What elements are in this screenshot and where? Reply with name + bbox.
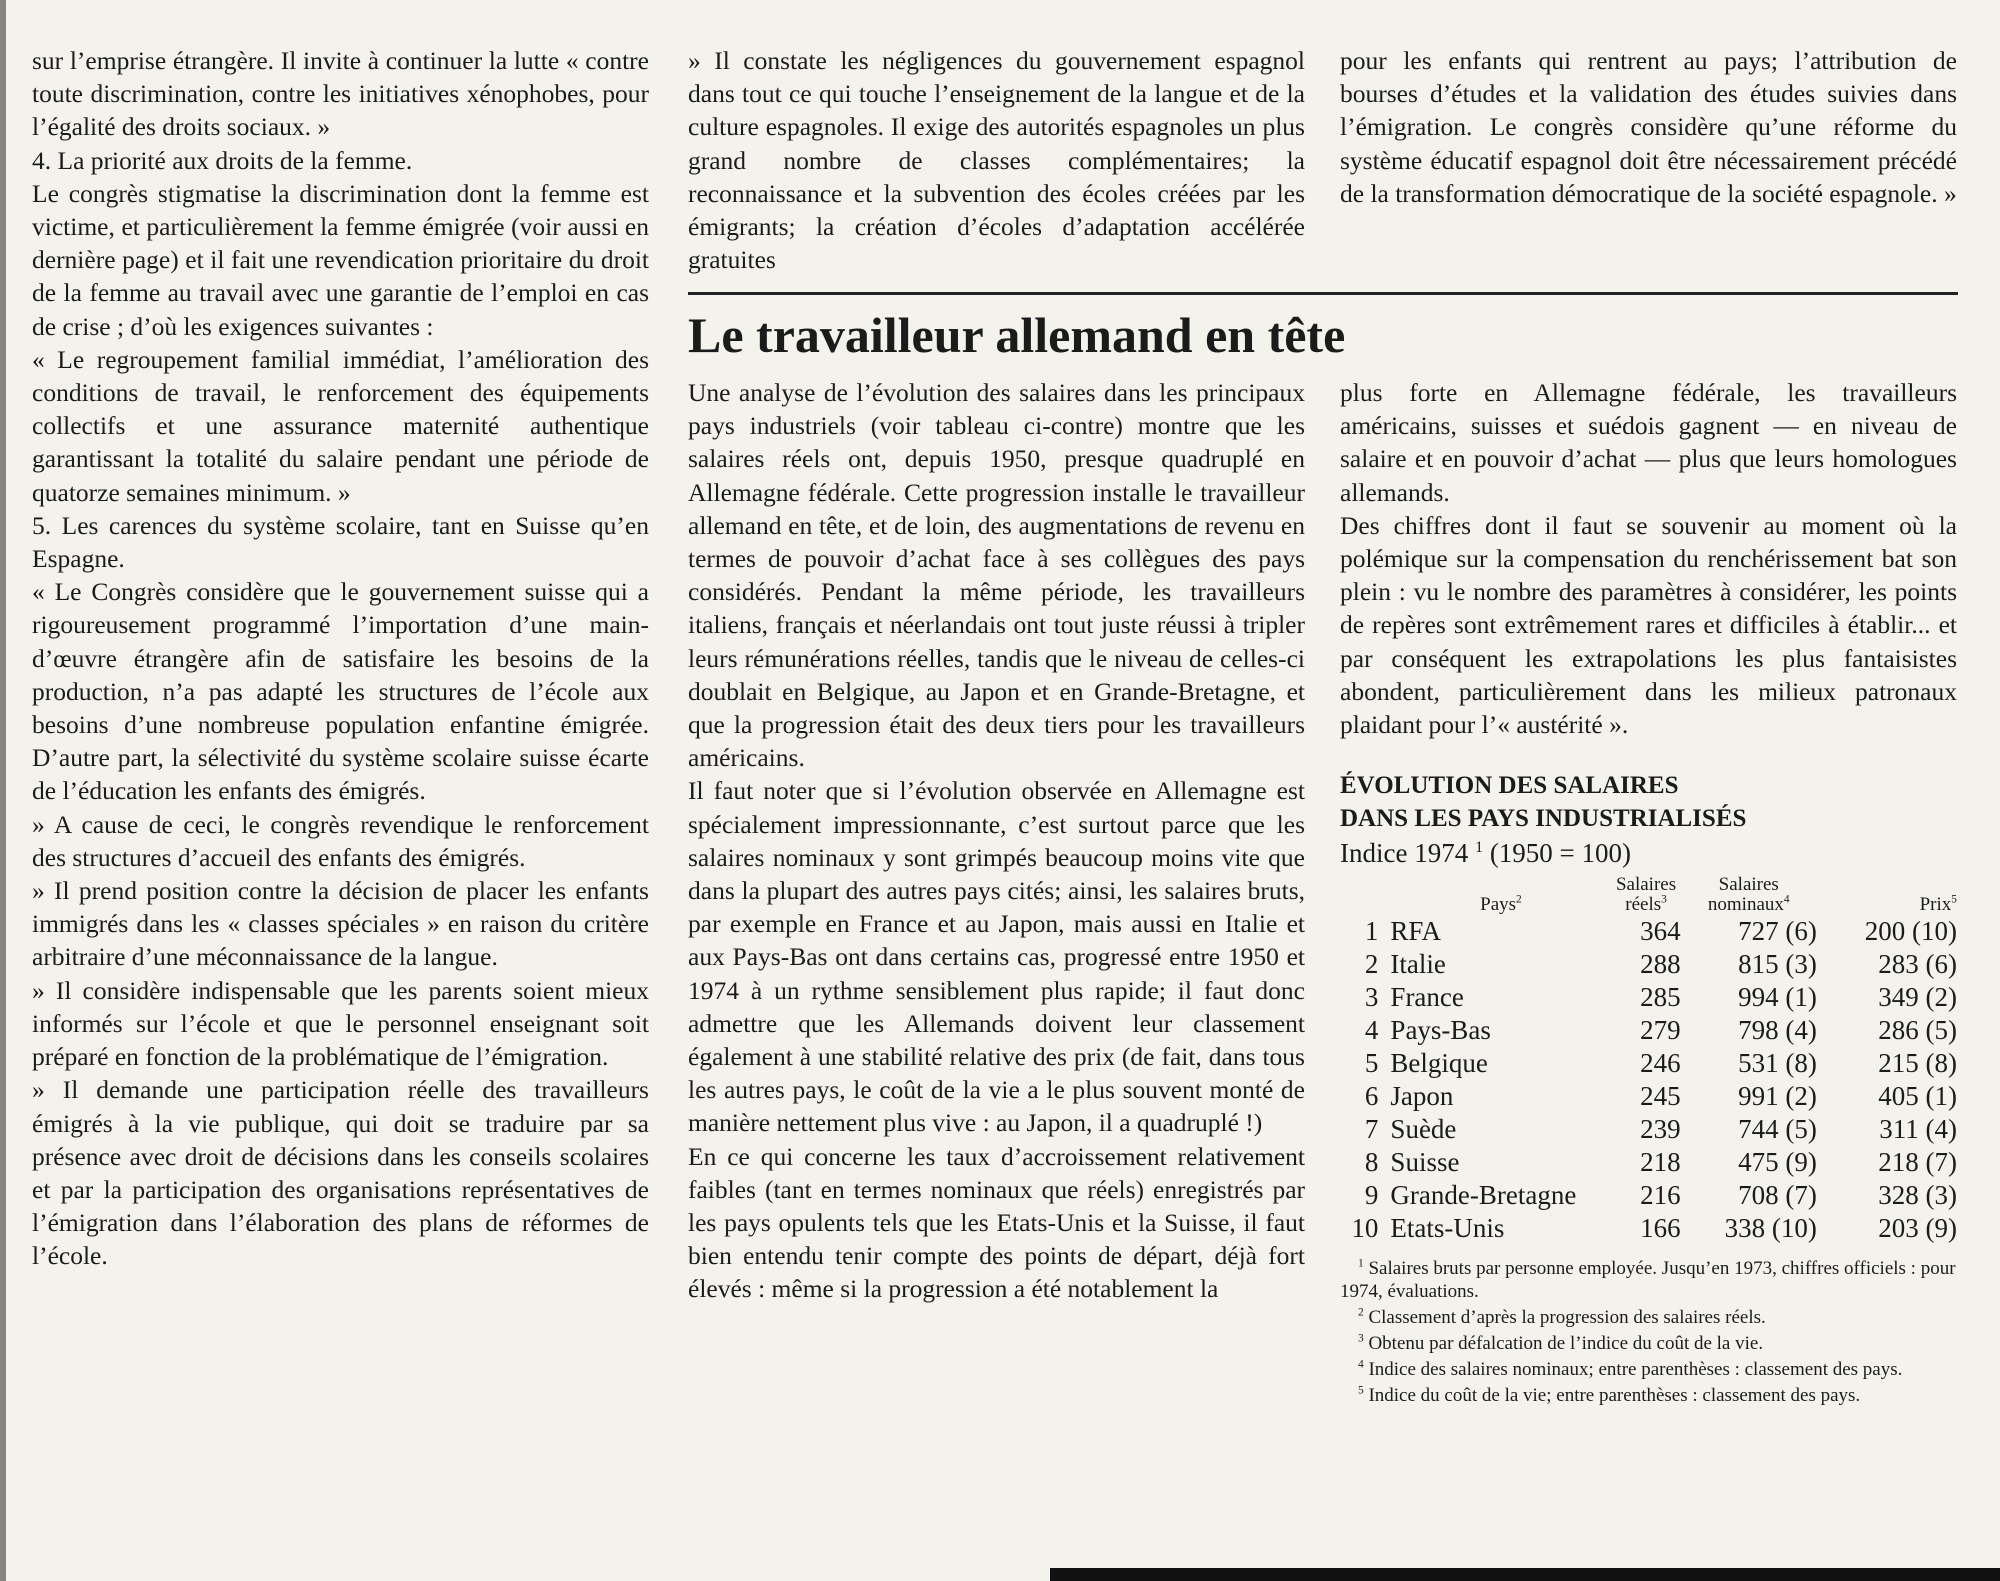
header-nominal-line: nominaux <box>1707 894 1784 916</box>
table-row <box>1340 915 1957 948</box>
header-real <box>1611 875 1680 915</box>
column-3 <box>1340 376 1957 1410</box>
cell-prices: 349 (2) <box>1878 982 1957 1013</box>
cell-nominal-wages: 994 (1) <box>1738 982 1817 1013</box>
cell-nominal-wages: 744 (5) <box>1738 1114 1817 1145</box>
footnote-ref: 1 <box>1474 838 1484 857</box>
footnote <box>1340 1332 1957 1355</box>
footnote <box>1340 1384 1957 1407</box>
cell-real-wages: 246 <box>1640 1048 1681 1079</box>
cell-country: Pays-Bas <box>1390 1015 1491 1046</box>
table-row <box>1340 1212 1957 1245</box>
cell-nominal-wages: 815 (3) <box>1738 949 1817 980</box>
cell-rank: 10 <box>1351 1213 1379 1244</box>
cell-nominal-wages: 991 (2) <box>1738 1081 1817 1112</box>
page-bottom-shadow <box>1050 1568 2000 1581</box>
article-headline: Le travailleur allemand en tête <box>688 307 1346 363</box>
col1-paragraph: » A cause de ceci, le congrès revendique le renforcement des structures d’accueil des enfants des émigrés. <box>32 809 649 872</box>
cell-country: RFA <box>1390 916 1441 947</box>
table-title <box>1340 769 1957 835</box>
footnote-ref: 5 <box>1951 893 1957 906</box>
footnote-number: 1 <box>1358 1257 1364 1270</box>
cell-nominal-wages: 727 (6) <box>1738 916 1817 947</box>
cell-real-wages: 245 <box>1640 1081 1681 1112</box>
cell-real-wages: 288 <box>1640 949 1681 980</box>
header-real-line: réels <box>1625 894 1662 916</box>
footnote-number: 4 <box>1358 1358 1364 1371</box>
cell-country: Suède <box>1390 1114 1457 1145</box>
footnote <box>1340 1306 1957 1329</box>
cell-country: Suisse <box>1390 1147 1460 1178</box>
col1-paragraph: sur l’emprise étrangère. Il invite à continuer la lutte « contre toute discrimination, contre les initiatives xénophobes, pour l’égalité des droits sociaux. » <box>32 46 649 142</box>
col1-paragraph: 5. Les carences du système scolaire, tant en Suisse qu’en Espagne. <box>32 510 649 574</box>
col2-paragraph: Une analyse de l’évolution des salaires dans les principaux pays industriels (voir tableau ci-contre) montre que les salaires réels ont, depuis 1950, presque quadruplé en Allemagne fédérale. Cette progression installe le travailleur allemand en tête, et de loin, des augmentations de revenu en termes de pouvoir d’achat face à ses collègues des pays considérés. Pendant la même période, les travailleurs italiens, français et néerlandais ont tout juste réussi à tripler leurs rémunérations réelles, tandis que le niveau de celles-ci doublait en Belgique, au Japon et en Grande-Bretagne, et que la progression était des deux tiers pour les travailleurs américains. <box>688 378 1305 773</box>
cell-country: Grande-Bretagne <box>1390 1180 1577 1211</box>
footnote-number: 5 <box>1358 1384 1364 1397</box>
table-row <box>1340 981 1957 1014</box>
col1-paragraph: 4. La priorité aux droits de la femme. <box>32 145 413 175</box>
table-title-line: DANS LES PAYS INDUSTRIALISÉS <box>1340 805 1747 833</box>
table-row <box>1340 1179 1957 1212</box>
header-nominal <box>1681 875 1817 915</box>
cell-rank: 5 <box>1364 1048 1379 1079</box>
header-nominal-line: Salaires <box>1718 874 1779 896</box>
cell-prices: 283 (6) <box>1878 949 1957 980</box>
table-row <box>1340 1113 1957 1146</box>
cell-rank: 6 <box>1364 1081 1379 1112</box>
cell-real-wages: 166 <box>1640 1213 1681 1244</box>
footnote <box>1340 1257 1957 1303</box>
col1-paragraph: Le congrès stigmatise la discrimination dont la femme est victime, et particulièrement la femme émigrée (voir aussi en dernière page) et il fait une revendication prioritaire du droit de la femme au travail avec une garantie de l’emploi en cas de crise ; d’où les exigences suivantes : <box>32 178 649 341</box>
cell-rank: 3 <box>1364 982 1379 1013</box>
table-row <box>1340 1014 1957 1047</box>
cell-nominal-wages: 708 (7) <box>1738 1180 1817 1211</box>
footnote-number: 3 <box>1358 1332 1364 1345</box>
col2-paragraph: Il faut noter que si l’évolution observée en Allemagne est spécialement impressionnante, c’est surtout parce que les salaires nominaux y sont grimpés beaucoup moins vite que dans la plupart des autres pays cités; ainsi, les salaires bruts, par exemple en France et au Japon, mais aussi en Italie et aux Pays-Bas ont dans certains cas, progressé entre 1950 et 1974 à un rythme sensiblement plus rapide; il faut donc admettre que les Allemands doivent leur classement également à une stabilité relative des prix (de fait, dans tous les autres pays, le coût de la vie a le plus souvent monté de manière nettement plus vive : au Japon, il a quadruplé !) <box>688 776 1305 1138</box>
col3-paragraph: plus forte en Allemagne fédérale, les travailleurs américains, suisses et suédois gagnent — en niveau de salaire et en pouvoir d’achat — plus que leurs homologues allemands. <box>1340 378 1957 507</box>
footnote-text: Indice des salaires nominaux; entre parenthèses : classement des pays. <box>1368 1359 1903 1381</box>
cell-real-wages: 239 <box>1640 1114 1681 1145</box>
table-subtitle-prefix: Indice 1974 <box>1340 838 1469 869</box>
table-row <box>1340 1146 1957 1179</box>
col2-paragraph: En ce qui concerne les taux d’accroissement relativement faibles (tant en termes nominaux que réels) enregistrés par les pays opulents tels que les Etats-Unis et la Suisse, il faut bien entendu tenir compte des points de départ, déjà fort élevés : même si la progression a été notablement la <box>688 1141 1305 1304</box>
footnote-text: Indice du coût de la vie; entre parenthèses : classement des pays. <box>1368 1385 1861 1407</box>
footnote-ref: 4 <box>1783 893 1790 906</box>
table-title-line: ÉVOLUTION DES SALAIRES <box>1340 772 1679 800</box>
table-header-row <box>1340 875 1957 915</box>
column-3-top <box>1340 44 1957 210</box>
cell-country: Japon <box>1390 1081 1454 1112</box>
header-price <box>1817 875 1957 915</box>
header-country-label: Pays <box>1480 894 1517 916</box>
table-footnotes <box>1340 1257 1957 1407</box>
section-divider <box>688 292 1958 295</box>
cell-nominal-wages: 798 (4) <box>1738 1015 1817 1046</box>
cell-prices: 311 (4) <box>1879 1114 1957 1145</box>
cell-real-wages: 218 <box>1640 1147 1681 1178</box>
cell-rank: 1 <box>1364 916 1379 947</box>
cell-rank: 7 <box>1364 1114 1379 1145</box>
cell-nominal-wages: 475 (9) <box>1738 1147 1817 1178</box>
cell-rank: 9 <box>1364 1180 1379 1211</box>
cell-prices: 405 (1) <box>1878 1081 1957 1112</box>
header-price-label: Prix <box>1919 894 1952 916</box>
cell-rank: 2 <box>1364 949 1379 980</box>
cell-country: Etats-Unis <box>1390 1213 1505 1244</box>
col2-top-paragraph: » Il constate les négligences du gouvernement espagnol dans tout ce qui touche l’enseignement de la langue et de la culture espagnoles. Il exige des autorités espagnoles un plus grand nombre de classes complémentaires; la reconnaissance et la subvention des écoles créées par les émigrants; la création d’écoles d’adaptation accélérée gratuites <box>688 46 1305 275</box>
cell-real-wages: 216 <box>1640 1180 1681 1211</box>
footnote-number: 2 <box>1358 1306 1364 1319</box>
cell-prices: 203 (9) <box>1878 1213 1957 1244</box>
cell-rank: 8 <box>1364 1147 1379 1178</box>
col1-paragraph: « Le regroupement familial immédiat, l’amélioration des conditions de travail, le renforcement des équipements collectifs et une assurance maternité authentique garantissant la totalité du salaire pendant une période de quatorze semaines minimum. » <box>32 344 649 507</box>
cell-prices: 286 (5) <box>1878 1015 1957 1046</box>
wages-table <box>1340 875 1957 1245</box>
table-row <box>1340 948 1957 981</box>
header-country <box>1390 875 1611 915</box>
footnote-ref: 2 <box>1516 893 1522 906</box>
column-2 <box>688 376 1305 1306</box>
col1-paragraph: » Il demande une participation réelle des travailleurs émigrés à la vie publique, qui doit se traduire par sa présence avec droit de décisions dans les conseils scolaires et par la participation des organisations représentatives de l’émigration dans l’élaboration des plans de réformes de l’école. <box>32 1075 649 1271</box>
header-rank <box>1340 875 1390 915</box>
col3-paragraph: Des chiffres dont il faut se souvenir au moment où la polémique sur la compensation du renchérissement bat son plein : vu le nombre des paramètres à considérer, les points de repères sont extrêmement rares et difficiles à établir... et par conséquent les extrapolations les plus fantaisistes abondent, particulièrement dans les milieux patronaux plaidant pour l’« austérité ». <box>1340 510 1957 740</box>
table-row <box>1340 1047 1957 1080</box>
table-subtitle-suffix: (1950 = 100) <box>1489 838 1632 869</box>
cell-prices: 328 (3) <box>1878 1180 1957 1211</box>
cell-real-wages: 364 <box>1640 916 1681 947</box>
cell-prices: 215 (8) <box>1878 1048 1957 1079</box>
table-subtitle <box>1340 835 1957 871</box>
footnote-text: Obtenu par défalcation de l’indice du coût de la vie. <box>1368 1333 1764 1355</box>
col1-paragraph: » Il prend position contre la décision de placer les enfants immigrés dans les « classes spéciales » en raison du critère arbitraire d’une méconnaissance de la langue. <box>32 876 649 972</box>
footnote-text: Salaires bruts par personne employée. Jusqu’en 1973, chiffres officiels : pour 1974, évaluations. <box>1340 1258 1956 1303</box>
column-1 <box>32 44 649 1273</box>
cell-nominal-wages: 531 (8) <box>1738 1048 1817 1079</box>
cell-prices: 200 (10) <box>1864 916 1957 947</box>
wages-table-body <box>1340 915 1957 1245</box>
footnote-ref: 3 <box>1661 893 1667 906</box>
header-real-line: Salaires <box>1615 874 1677 896</box>
col1-paragraph: » Il considère indispensable que les parents soient mieux informés sur l’école et que le personnel enseignant soit préparé en fonction de la problématique de l’émigration. <box>32 975 649 1072</box>
cell-country: France <box>1390 982 1464 1013</box>
footnote <box>1340 1358 1957 1381</box>
page-edge-shadow <box>0 0 6 1581</box>
cell-real-wages: 285 <box>1640 982 1681 1013</box>
table-row <box>1340 1080 1957 1113</box>
col3-top-paragraph: pour les enfants qui rentrent au pays; l’attribution de bourses d’études et la validation des études suivies dans l’émigration. Le congrès considère qu’une réforme du système éducatif espagnol doit être nécessairement précédé de la transformation démocratique de la société espagnole. » <box>1340 46 1957 208</box>
cell-real-wages: 279 <box>1640 1015 1681 1046</box>
footnote-text: Classement d’après la progression des salaires réels. <box>1368 1307 1766 1329</box>
cell-prices: 218 (7) <box>1878 1147 1957 1178</box>
col1-paragraph: « Le Congrès considère que le gouvernement suisse qui a rigoureusement programmé l’importation d’une main-d’œuvre étrangère afin de satisfaire les besoins de la production, n’a pas adapté les structures de l’école aux besoins d’une nombreuse population enfantine émigrée. D’autre part, la sélectivité du système scolaire suisse écarte de l’éducation les enfants des émigrés. <box>32 577 649 806</box>
column-2-top <box>688 44 1305 276</box>
cell-nominal-wages: 338 (10) <box>1724 1213 1817 1244</box>
cell-rank: 4 <box>1364 1015 1379 1046</box>
cell-country: Italie <box>1390 949 1446 980</box>
cell-country: Belgique <box>1390 1048 1488 1079</box>
